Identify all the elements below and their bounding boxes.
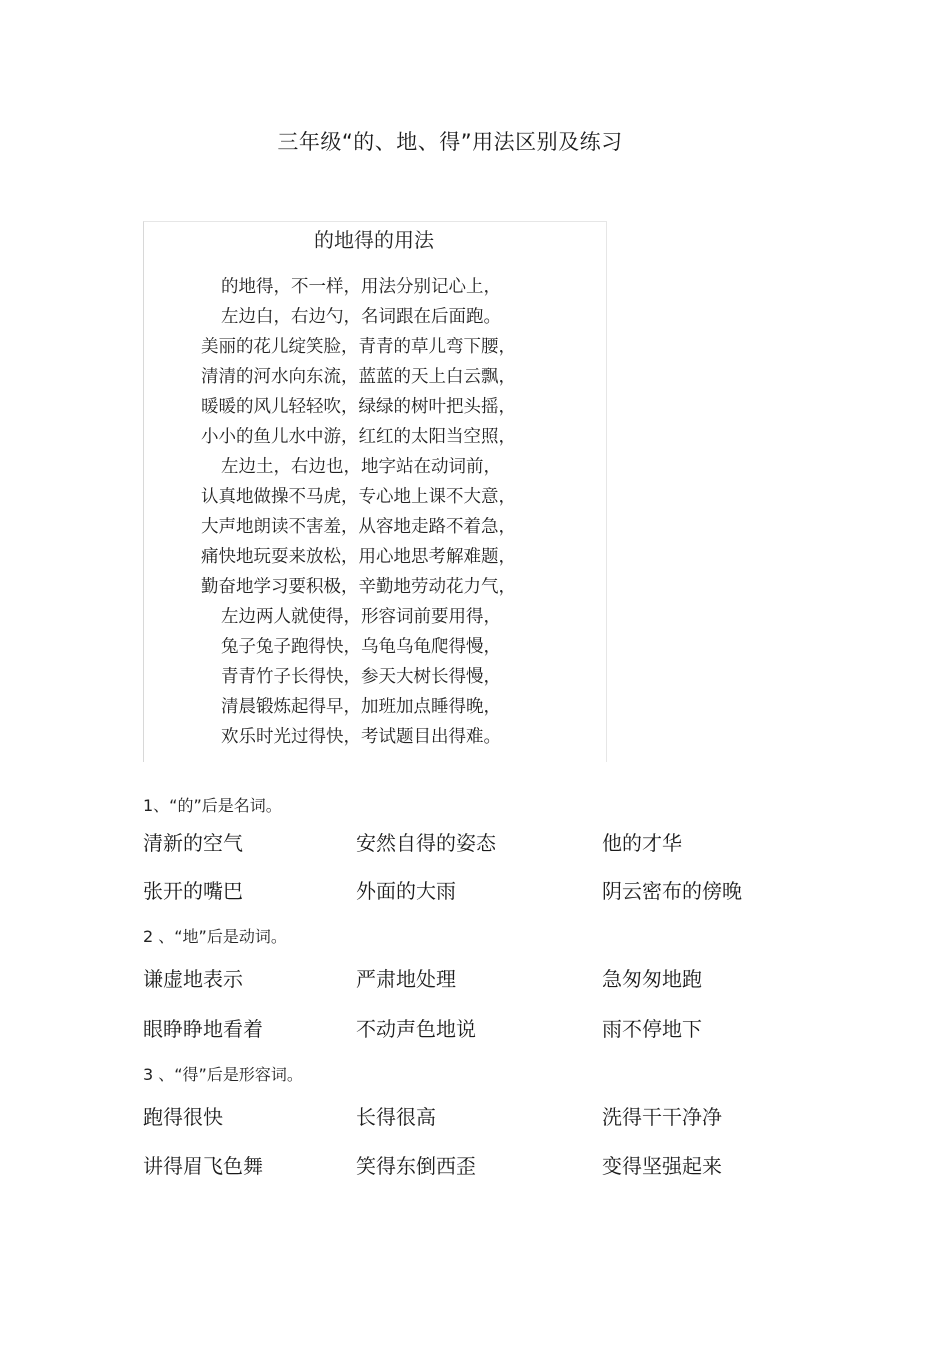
example-phrase: 谦虚地表示: [143, 967, 243, 991]
poem-line: 勤奋地学习要积极，辛勤地劳动花力气，: [201, 577, 516, 597]
poem-line: 欢乐时光过得快，考试题目出得难。: [221, 727, 501, 747]
example-phrase: 阴云密布的傍晚: [602, 879, 742, 903]
example-row: [0, 1101, 950, 1131]
poem-line: 的地得，不一样，用法分别记心上，: [221, 277, 501, 297]
poem-line: 左边白，右边勺，名词跟在后面跑。: [221, 307, 501, 327]
example-row: [0, 1150, 950, 1180]
example-phrase: 洗得干干净净: [602, 1105, 722, 1129]
example-phrase: 清新的空气: [143, 831, 243, 855]
example-phrase: 笑得东倒西歪: [356, 1154, 476, 1178]
poem-line: 痛快地玩耍来放松，用心地思考解难题，: [201, 547, 516, 567]
section-heading-de: 1、“的”后是名词。: [143, 796, 282, 815]
poem-line: 左边土，右边也，地字站在动词前，: [221, 457, 501, 477]
example-row: [0, 827, 950, 857]
poem-line: 认真地做操不马虎，专心地上课不大意，: [201, 487, 516, 507]
example-phrase: 他的才华: [602, 831, 682, 855]
example-phrase: 雨不停地下: [602, 1017, 702, 1041]
poem-lines: [144, 272, 608, 752]
poem-title: 的地得的用法: [314, 228, 434, 252]
example-phrase: 急匆匆地跑: [602, 967, 702, 991]
section-heading-di: 2 、“地”后是动词。: [143, 927, 287, 946]
example-phrase: 讲得眉飞色舞: [143, 1154, 263, 1178]
section-heading-de2: 3 、“得”后是形容词。: [143, 1065, 303, 1084]
poem-line: 兔子兔子跑得快，乌龟乌龟爬得慢，: [221, 637, 501, 657]
example-row: [0, 963, 950, 993]
example-phrase: 眼睁睁地看着: [143, 1017, 263, 1041]
example-phrase: 长得很高: [356, 1105, 436, 1129]
page-title: 三年级“的、地、得”用法区别及练习: [277, 130, 623, 154]
poem-line: 清清的河水向东流，蓝蓝的天上白云飘，: [201, 367, 516, 387]
example-phrase: 跑得很快: [143, 1105, 223, 1129]
example-phrase: 外面的大雨: [356, 879, 456, 903]
poem-line: 小小的鱼儿水中游，红红的太阳当空照，: [201, 427, 516, 447]
poem-line: 美丽的花儿绽笑脸，青青的草儿弯下腰，: [201, 337, 516, 357]
poem-image-box: [143, 221, 607, 762]
example-row: [0, 875, 950, 905]
poem-line: 左边两人就使得，形容词前要用得，: [221, 607, 501, 627]
example-phrase: 变得坚强起来: [602, 1154, 722, 1178]
poem-line: 清晨锻炼起得早，加班加点睡得晚，: [221, 697, 501, 717]
example-row: [0, 1013, 950, 1043]
poem-line: 大声地朗读不害羞，从容地走路不着急，: [201, 517, 516, 537]
example-phrase: 不动声色地说: [356, 1017, 476, 1041]
poem-line: 暖暖的风儿轻轻吹，绿绿的树叶把头摇，: [201, 397, 516, 417]
poem-line: 青青竹子长得快，参天大树长得慢，: [221, 667, 501, 687]
example-phrase: 严肃地处理: [356, 967, 456, 991]
example-phrase: 安然自得的姿态: [356, 831, 496, 855]
example-phrase: 张开的嘴巴: [143, 879, 243, 903]
